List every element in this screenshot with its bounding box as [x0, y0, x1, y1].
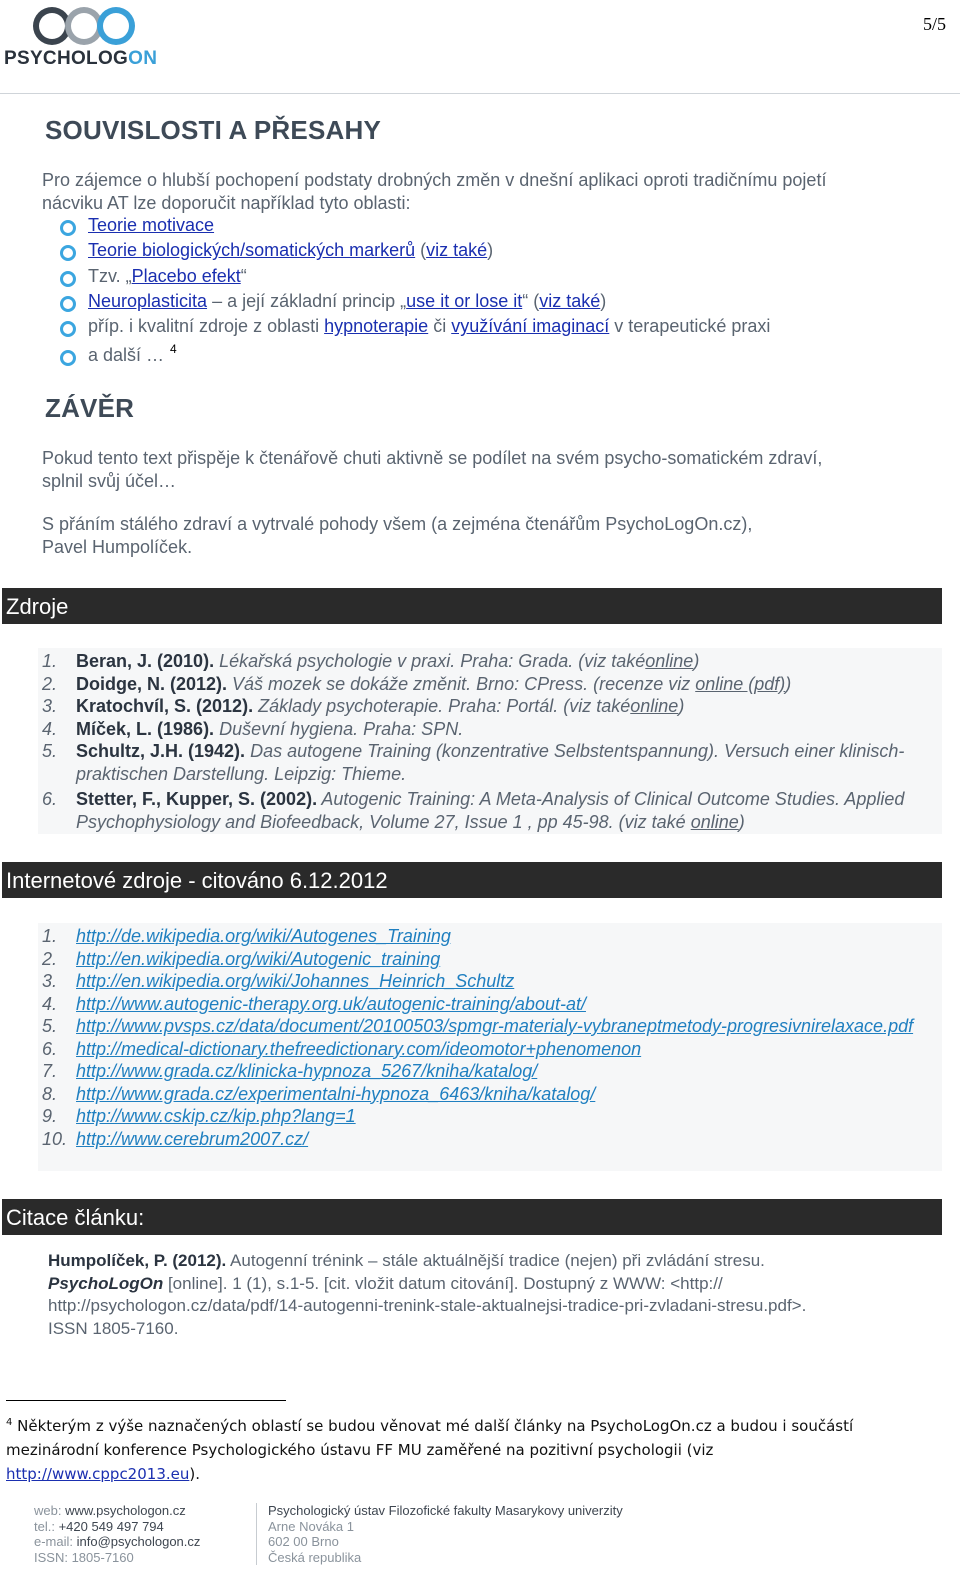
internet-source-link[interactable]: http://www.grada.cz/klinicka-hypnoza_5267/kniha/katalog/ [76, 1061, 538, 1081]
list-item: Teorie biologických/somatických markerů (viz také) [60, 239, 770, 264]
page-number: 5/5 [922, 14, 946, 34]
citation-text: Humpolíček, P. (2012). Autogenní trénink – stále aktuálnější tradice (nejen) při zvládání stresu. PsychoLogOn [online]. 1 (1), s.1-5. [cit. vložit datum citování]. Dostupný z WWW: <http:// http://psychologon.cz/data/pdf/14-autogenni-trenink-stale-aktualnejsi-tradice-pri-zvladani-stresu.pdf>. ISSN 1805-7160. [48, 1251, 807, 1338]
footnote-divider [6, 1400, 286, 1401]
footnote: $^4$ Některým z výše naznačených oblastí se budou věnovat mé další články na PsychoLogOn.cz a budou i součástí mezinárodní konference Psychologického ústavu FF MU zaměřené na pozitivní psychologii (viz http://www.cppc2013.eu). [6, 1417, 854, 1483]
internet-source-item: 9. http://www.cskip.cz/kip.php?lang=1 [42, 1106, 356, 1126]
internet-source-link[interactable]: http://www.autogenic-therapy.org.uk/autogenic-training/about-at/ [76, 993, 586, 1014]
page-header [0, 0, 960, 94]
bullet-icon [60, 271, 76, 287]
list-item: příp. i kvalitní zdroje z oblasti hypnoterapie či využívání imaginací v terapeutické praxi [60, 315, 770, 340]
reference-online-link[interactable]: online [690, 811, 739, 832]
zaver-paragraph: Pokud tento text přispěje k čtenářově chuti aktivně se podílet na svém psycho-somatickém zdraví, splnil svůj účel… [42, 448, 823, 491]
intro-line-1: Pro zájemce o hlubší pochopení podstaty drobných změn v dnešní aplikaci oproti tradičnímu pojetí [42, 170, 827, 190]
internet-box [38, 923, 942, 1171]
internet-source-item: 5. http://www.pvsps.cz/data/document/20100503/spmgr-materialy-vybraneptmetody-progresivnirelaxace.pdf [42, 1016, 914, 1036]
footer-address: Psychologický ústav Filozofické fakulty Masarykovy univerzity Arne Nováka 1 602 00 Brno Česká republika [268, 1503, 623, 1565]
bullet-icon [60, 350, 76, 366]
internet-source-item: 4. http://www.autogenic-therapy.org.uk/autogenic-training/about-at/ [42, 993, 586, 1014]
zdroje-heading-bar: Zdroje [2, 588, 942, 624]
list-item: a další … $^4$ [60, 344, 770, 369]
link-viz-take[interactable]: viz také [426, 240, 488, 261]
logo-wordmark: PSYCHOLOGON [4, 48, 158, 69]
link-use-it-or-lose-it[interactable]: use it or lose it [406, 290, 523, 311]
internet-source-item: 1. http://de.wikipedia.org/wiki/Autogenes_Training [42, 926, 451, 946]
link-neuroplasticita[interactable]: Neuroplasticita [88, 290, 208, 311]
reference-item: 6. Stetter, F., Kupper, S. (2002). Autogenic Training: A Meta-Analysis of Clinical Outcome Studies. Applied Psychophysiology and Biofeedback, Volume 27, Issue 1 , pp 45-98. (viz také online) [42, 789, 905, 832]
footer-divider [256, 1503, 257, 1565]
zdroje-list [38, 648, 942, 833]
internet-source-item: 2. http://en.wikipedia.org/wiki/Autogenic_training [42, 948, 441, 969]
reference-item: 5. Schultz, J.H. (1942). Das autogene Training (konzentrative Selbstentspannung). Versuch einer klinisch-praktischen Darstellung. Leipzig: Thieme. [42, 741, 905, 784]
footnote-ref[interactable]: 4 [170, 342, 177, 357]
internet-source-item: 6. http://medical-dictionary.thefreedictionary.com/ideomotor+phenomenon [42, 1038, 642, 1059]
internet-source-item: 10. http://www.cerebrum2007.cz/ [42, 1128, 309, 1149]
reference-item: 1. Beran, J. (2010). Lékařská psychologie v praxi. Praha: Grada. (viz takéonline) [42, 651, 700, 671]
footer-email-link[interactable]: info@psychologon.cz [76, 1534, 201, 1549]
internet-source-link[interactable]: http://de.wikipedia.org/wiki/Autogenes_Training [76, 926, 451, 946]
internet-heading-bar: Internetové zdroje - citováno 6.12.2012 [2, 862, 942, 898]
link-teorie-markeru[interactable]: Teorie biologických/somatických markerů [88, 240, 416, 261]
footnote-link[interactable]: http://www.cppc2013.eu [6, 1465, 190, 1483]
bullet-icon [60, 296, 76, 312]
citace-heading-bar: Citace článku: [2, 1199, 942, 1235]
section-title-souvislosti: SOUVISLOSTI A PŘESAHY [45, 115, 381, 145]
internet-source-item: 7. http://www.grada.cz/klinicka-hypnoza_5267/kniha/katalog/ [42, 1061, 538, 1081]
footer-web-link[interactable]: www.psychologon.cz [65, 1503, 186, 1518]
internet-source-link[interactable]: http://www.cerebrum2007.cz/ [76, 1128, 309, 1149]
internet-source-link[interactable]: http://www.pvsps.cz/data/document/20100503/spmgr-materialy-vybraneptmetody-progresivnirelaxace.pdf [76, 1016, 914, 1036]
section-title-zaver: ZÁVĚR [45, 393, 135, 423]
zdroje-box [38, 648, 942, 834]
footer-contact: web: www.psychologon.cz tel.: +420 549 497 794 e-mail: info@psychologon.cz ISSN: 1805-7160 [34, 1503, 201, 1565]
list-item: Tzv. „Placebo efekt“ [60, 265, 770, 290]
list-item: Neuroplasticita – a její základní princip „use it or lose it“ (viz také) [60, 290, 770, 315]
internet-source-link[interactable]: http://www.cskip.cz/kip.php?lang=1 [76, 1106, 356, 1126]
list-item [60, 214, 770, 239]
reference-online-link[interactable]: online [645, 651, 694, 671]
internet-source-link[interactable]: http://en.wikipedia.org/wiki/Johannes_Heinrich_Schultz [76, 971, 515, 991]
link-teorie-motivace[interactable]: Teorie motivace [88, 215, 215, 235]
internet-source-link[interactable]: http://medical-dictionary.thefreedictionary.com/ideomotor+phenomenon [76, 1038, 642, 1059]
topics-list [60, 214, 770, 370]
link-vyuzivani-imaginaci[interactable]: využívání imaginací [451, 316, 610, 337]
reference-item: 4. Míček, L. (1986). Duševní hygiena. Praha: SPN. [42, 718, 464, 739]
reference-online-link[interactable]: online (pdf) [695, 673, 786, 694]
internet-source-item: 3. http://en.wikipedia.org/wiki/Johannes_Heinrich_Schultz [42, 971, 515, 991]
intro-line-2: nácviku AT lze doporučit například tyto oblasti: [42, 193, 411, 213]
internet-source-link[interactable]: http://en.wikipedia.org/wiki/Autogenic_training [76, 948, 441, 969]
link-viz-take-2[interactable]: viz také [539, 290, 601, 311]
zaver-signature: S přáním stálého zdraví a vytrvalé pohody všem (a zejména čtenářům PsychoLogOn.cz), Pavel Humpolíček. [42, 514, 753, 557]
internet-source-item: 8. http://www.grada.cz/experimentalni-hypnoza_6463/kniha/katalog/ [42, 1083, 596, 1104]
link-hypnoterapie[interactable]: hypnoterapie [324, 316, 429, 337]
reference-item: 3. Kratochvíl, S. (2012). Základy psychoterapie. Praha: Portál. (viz takéonline) [42, 696, 685, 716]
reference-item: 2. Doidge, N. (2012). Váš mozek se dokáže změnit. Brno: CPress. (recenze viz online (pdf)) [42, 673, 792, 694]
internet-source-link[interactable]: http://www.grada.cz/experimentalni-hypnoza_6463/kniha/katalog/ [76, 1083, 596, 1104]
bullet-icon [60, 245, 76, 261]
section-intro [42, 169, 922, 215]
reference-online-link[interactable]: online [630, 696, 679, 716]
internet-list [38, 923, 942, 1150]
bullet-icon [60, 321, 76, 337]
bullet-icon [60, 220, 76, 236]
link-placebo-efekt[interactable]: Placebo efekt [131, 265, 241, 286]
